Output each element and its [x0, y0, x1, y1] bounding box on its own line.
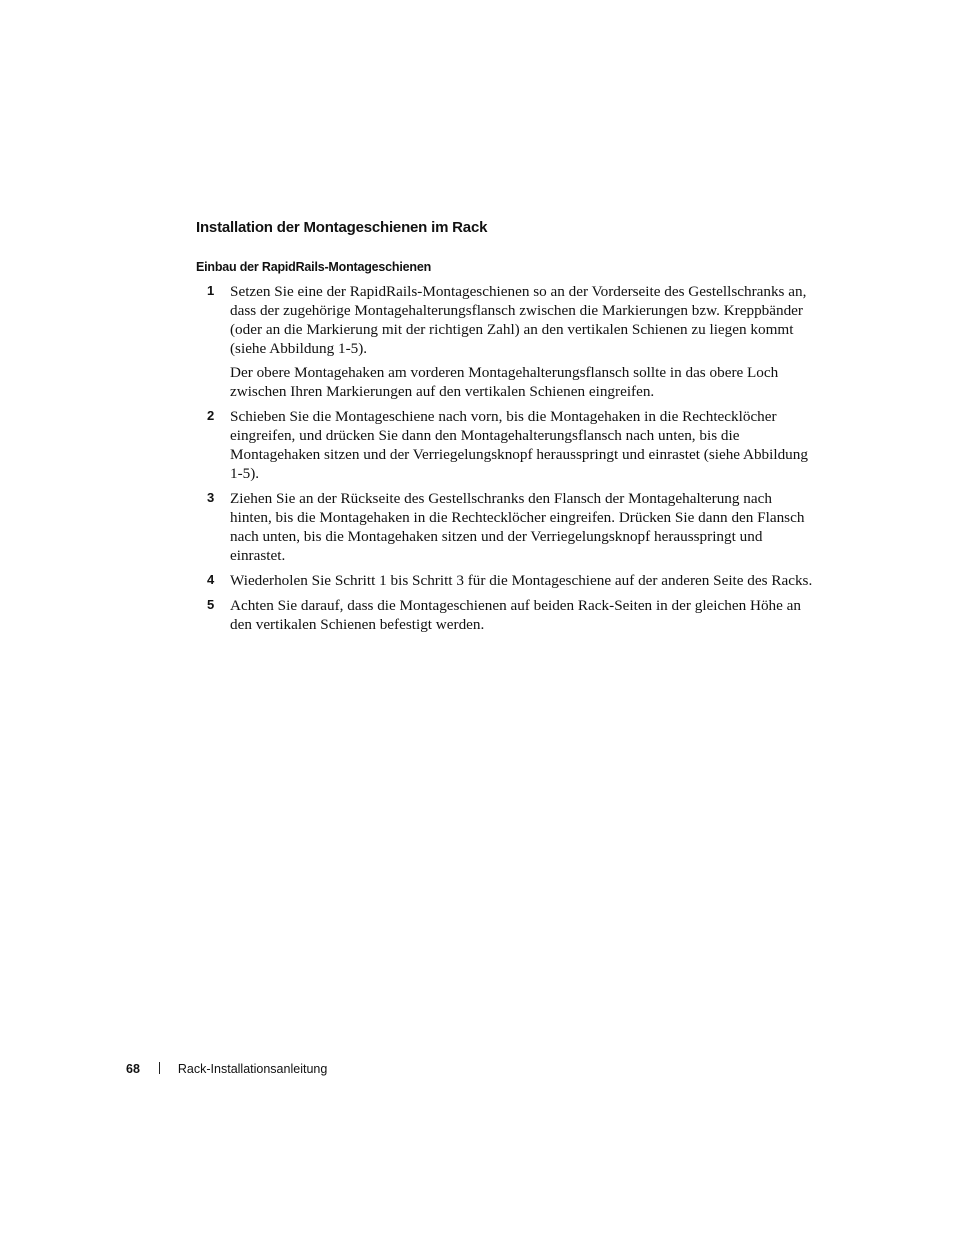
- step-2: [196, 407, 816, 483]
- step-text: Setzen Sie eine der RapidRails-Montageschienen so an der Vorderseite des Gestellschranks an, dass der zugehörige Montagehalterungsflansch zwischen die Markierungen bzw. Kreppbänder (oder an die Markierung mit der richtigen Zahl) an den vertikalen Schienen zu liegen kommt (siehe Abbildung 1-5).: [230, 283, 807, 357]
- step-1: [196, 282, 816, 401]
- step-number: 2: [207, 408, 215, 423]
- step-4: [196, 571, 816, 590]
- step-number: 3: [207, 490, 215, 505]
- step-number: 5: [207, 597, 215, 612]
- step-3: [196, 489, 816, 565]
- page-number: 68: [126, 1062, 140, 1076]
- step-number: 1: [207, 283, 215, 298]
- section-subtitle: Einbau der RapidRails-Montageschienen: [196, 260, 432, 274]
- section-title: Installation der Montageschienen im Rack: [196, 219, 488, 236]
- step-list: [196, 282, 816, 640]
- step-text: Wiederholen Sie Schritt 1 bis Schritt 3 für die Montageschiene auf der anderen Seite des Racks.: [230, 572, 813, 589]
- page-footer: [126, 1062, 327, 1076]
- step-note: Der obere Montagehaken am vorderen Montagehalterungsflansch sollte in das obere Loch zwischen Ihren Markierungen auf den vertikalen Schienen eingreifen.: [230, 364, 779, 400]
- footer-separator: [159, 1062, 160, 1074]
- step-text: Achten Sie darauf, dass die Montageschienen auf beiden Rack-Seiten in der gleichen Höhe an den vertikalen Schienen befestigt werden.: [230, 597, 802, 633]
- step-number: 4: [207, 572, 215, 587]
- step-5: [196, 596, 816, 634]
- step-text: Ziehen Sie an der Rückseite des Gestellschranks den Flansch der Montagehalterung nach hinten, bis die Montagehaken in die Rechtecklöcher eingreifen. Drücken Sie dann den Flansch nach unten, bis die Montagehaken sitzen und der Verriegelungsknopf herausspringt und einrastet.: [230, 490, 805, 564]
- step-text: Schieben Sie die Montageschiene nach vorn, bis die Montagehaken in die Rechtecklöcher eingreifen, und drücken Sie dann den Montagehalterungsflansch nach unten, bis die Montagehaken sitzen und der Verriegelungsknopf herausspringt und einrastet (siehe Abbildung 1-5).: [230, 408, 808, 482]
- footer-document-title: Rack-Installationsanleitung: [177, 1062, 328, 1076]
